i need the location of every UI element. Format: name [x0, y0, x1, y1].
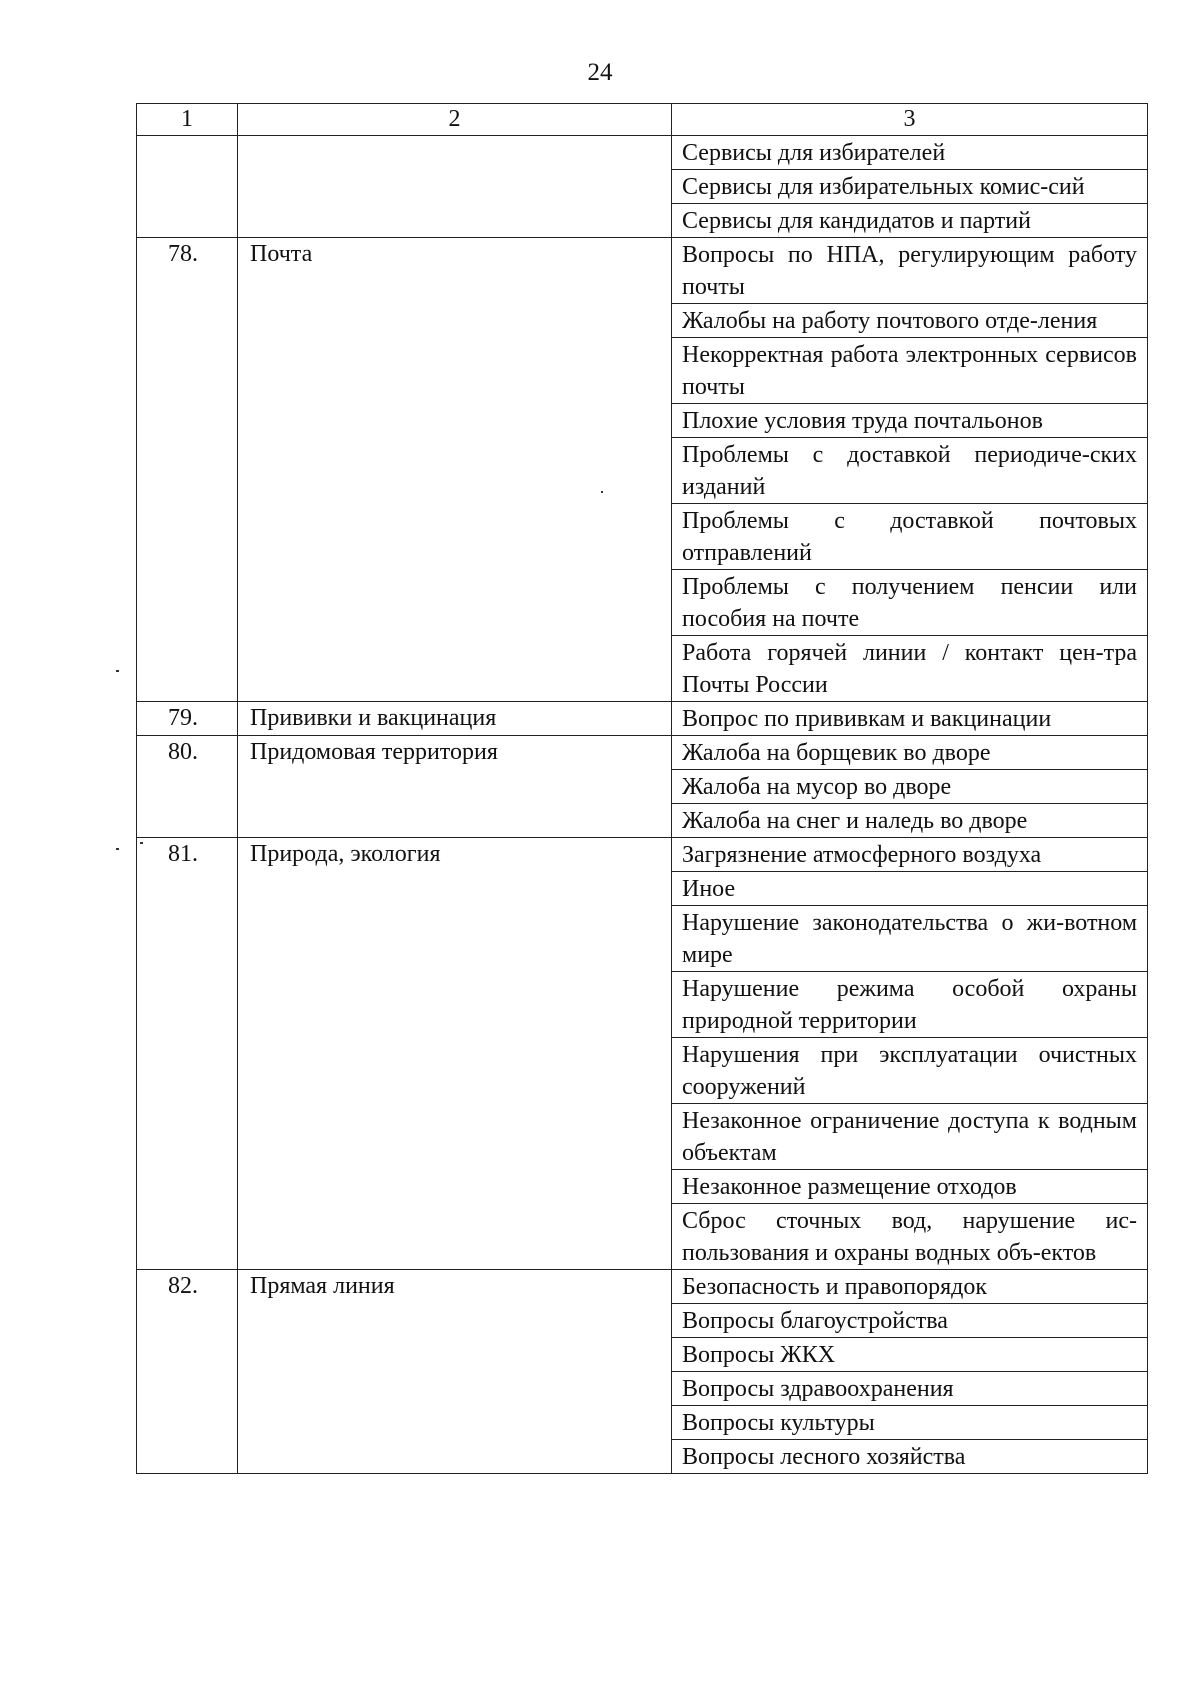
subtopic-item: Загрязнение атмосферного воздуха: [672, 838, 1148, 872]
row-number: 79.: [137, 702, 238, 736]
subtopic-item: Некорректная работа электронных сервисов почты: [672, 338, 1148, 404]
subtopic-item: Жалоба на снег и наледь во дворе: [672, 804, 1148, 838]
subtopic-item: Плохие условия труда почтальонов: [672, 404, 1148, 438]
subtopic-item: Жалобы на работу почтового отде-ления: [672, 304, 1148, 338]
column-header-2: 2: [238, 104, 672, 136]
subtopic-item: Жалоба на борщевик во дворе: [672, 736, 1148, 770]
subtopic-item: Вопросы по НПА, регулирующим работу почты: [672, 238, 1148, 304]
subtopic-item: Иное: [672, 872, 1148, 906]
table-row: [137, 736, 1148, 770]
row-number: 82.: [137, 1270, 238, 1474]
table-row: [137, 136, 1148, 170]
topics-table: [136, 103, 1148, 1474]
table-row: [137, 1270, 1148, 1304]
scan-speck: [140, 842, 143, 844]
column-header-3: 3: [672, 104, 1148, 136]
subtopic-item: Сервисы для избирателей: [672, 136, 1148, 170]
subtopic-item: Сброс сточных вод, нарушение ис-пользования и охраны водных объ-ектов: [672, 1204, 1148, 1270]
subtopic-item: Вопросы благоустройства: [672, 1304, 1148, 1338]
row-number: [137, 136, 238, 238]
subtopic-item: Проблемы с получением пенсии или пособия на почте: [672, 570, 1148, 636]
subtopic-item: Работа горячей линии / контакт цен-тра Почты России: [672, 636, 1148, 702]
subtopic-item: Вопрос по прививкам и вакцинации: [672, 702, 1148, 736]
row-number: 81.: [137, 838, 238, 1270]
subtopic-item: Вопросы здравоохранения: [672, 1372, 1148, 1406]
subtopic-item: Безопасность и правопорядок: [672, 1270, 1148, 1304]
topic-name: Прямая линия: [238, 1270, 672, 1474]
column-header-1: 1: [137, 104, 238, 136]
subtopic-item: Сервисы для кандидатов и партий: [672, 204, 1148, 238]
row-number: 78.: [137, 238, 238, 702]
table-header-row: [137, 104, 1148, 136]
subtopic-item: Незаконное размещение отходов: [672, 1170, 1148, 1204]
table-row: [137, 838, 1148, 872]
topic-name: [238, 136, 672, 238]
table-row: [137, 702, 1148, 736]
subtopic-item: Жалоба на мусор во дворе: [672, 770, 1148, 804]
topic-name: Природа, экология: [238, 838, 672, 1270]
scan-speck: [116, 848, 119, 850]
subtopic-item: Нарушение режима особой охраны природной территории: [672, 972, 1148, 1038]
subtopic-item: Сервисы для избирательных комис-сий: [672, 170, 1148, 204]
subtopic-item: Нарушение законодательства о жи-вотном мире: [672, 906, 1148, 972]
topic-name: Прививки и вакцинация: [238, 702, 672, 736]
subtopic-item: Вопросы лесного хозяйства: [672, 1440, 1148, 1474]
subtopic-item: Вопросы ЖКХ: [672, 1338, 1148, 1372]
subtopic-item: Незаконное ограничение доступа к водным объектам: [672, 1104, 1148, 1170]
scan-speck: [601, 491, 603, 493]
subtopic-item: Нарушения при эксплуатации очистных сооружений: [672, 1038, 1148, 1104]
topic-name: Придомовая территория: [238, 736, 672, 838]
page-number: 24: [587, 59, 613, 86]
subtopic-item: Вопросы культуры: [672, 1406, 1148, 1440]
topic-name: Почта: [238, 238, 672, 702]
table-row: [137, 238, 1148, 304]
row-number: 80.: [137, 736, 238, 838]
subtopic-item: Проблемы с доставкой почтовых отправлений: [672, 504, 1148, 570]
scan-speck: [116, 670, 119, 672]
subtopic-item: Проблемы с доставкой периодиче-ских изданий: [672, 438, 1148, 504]
